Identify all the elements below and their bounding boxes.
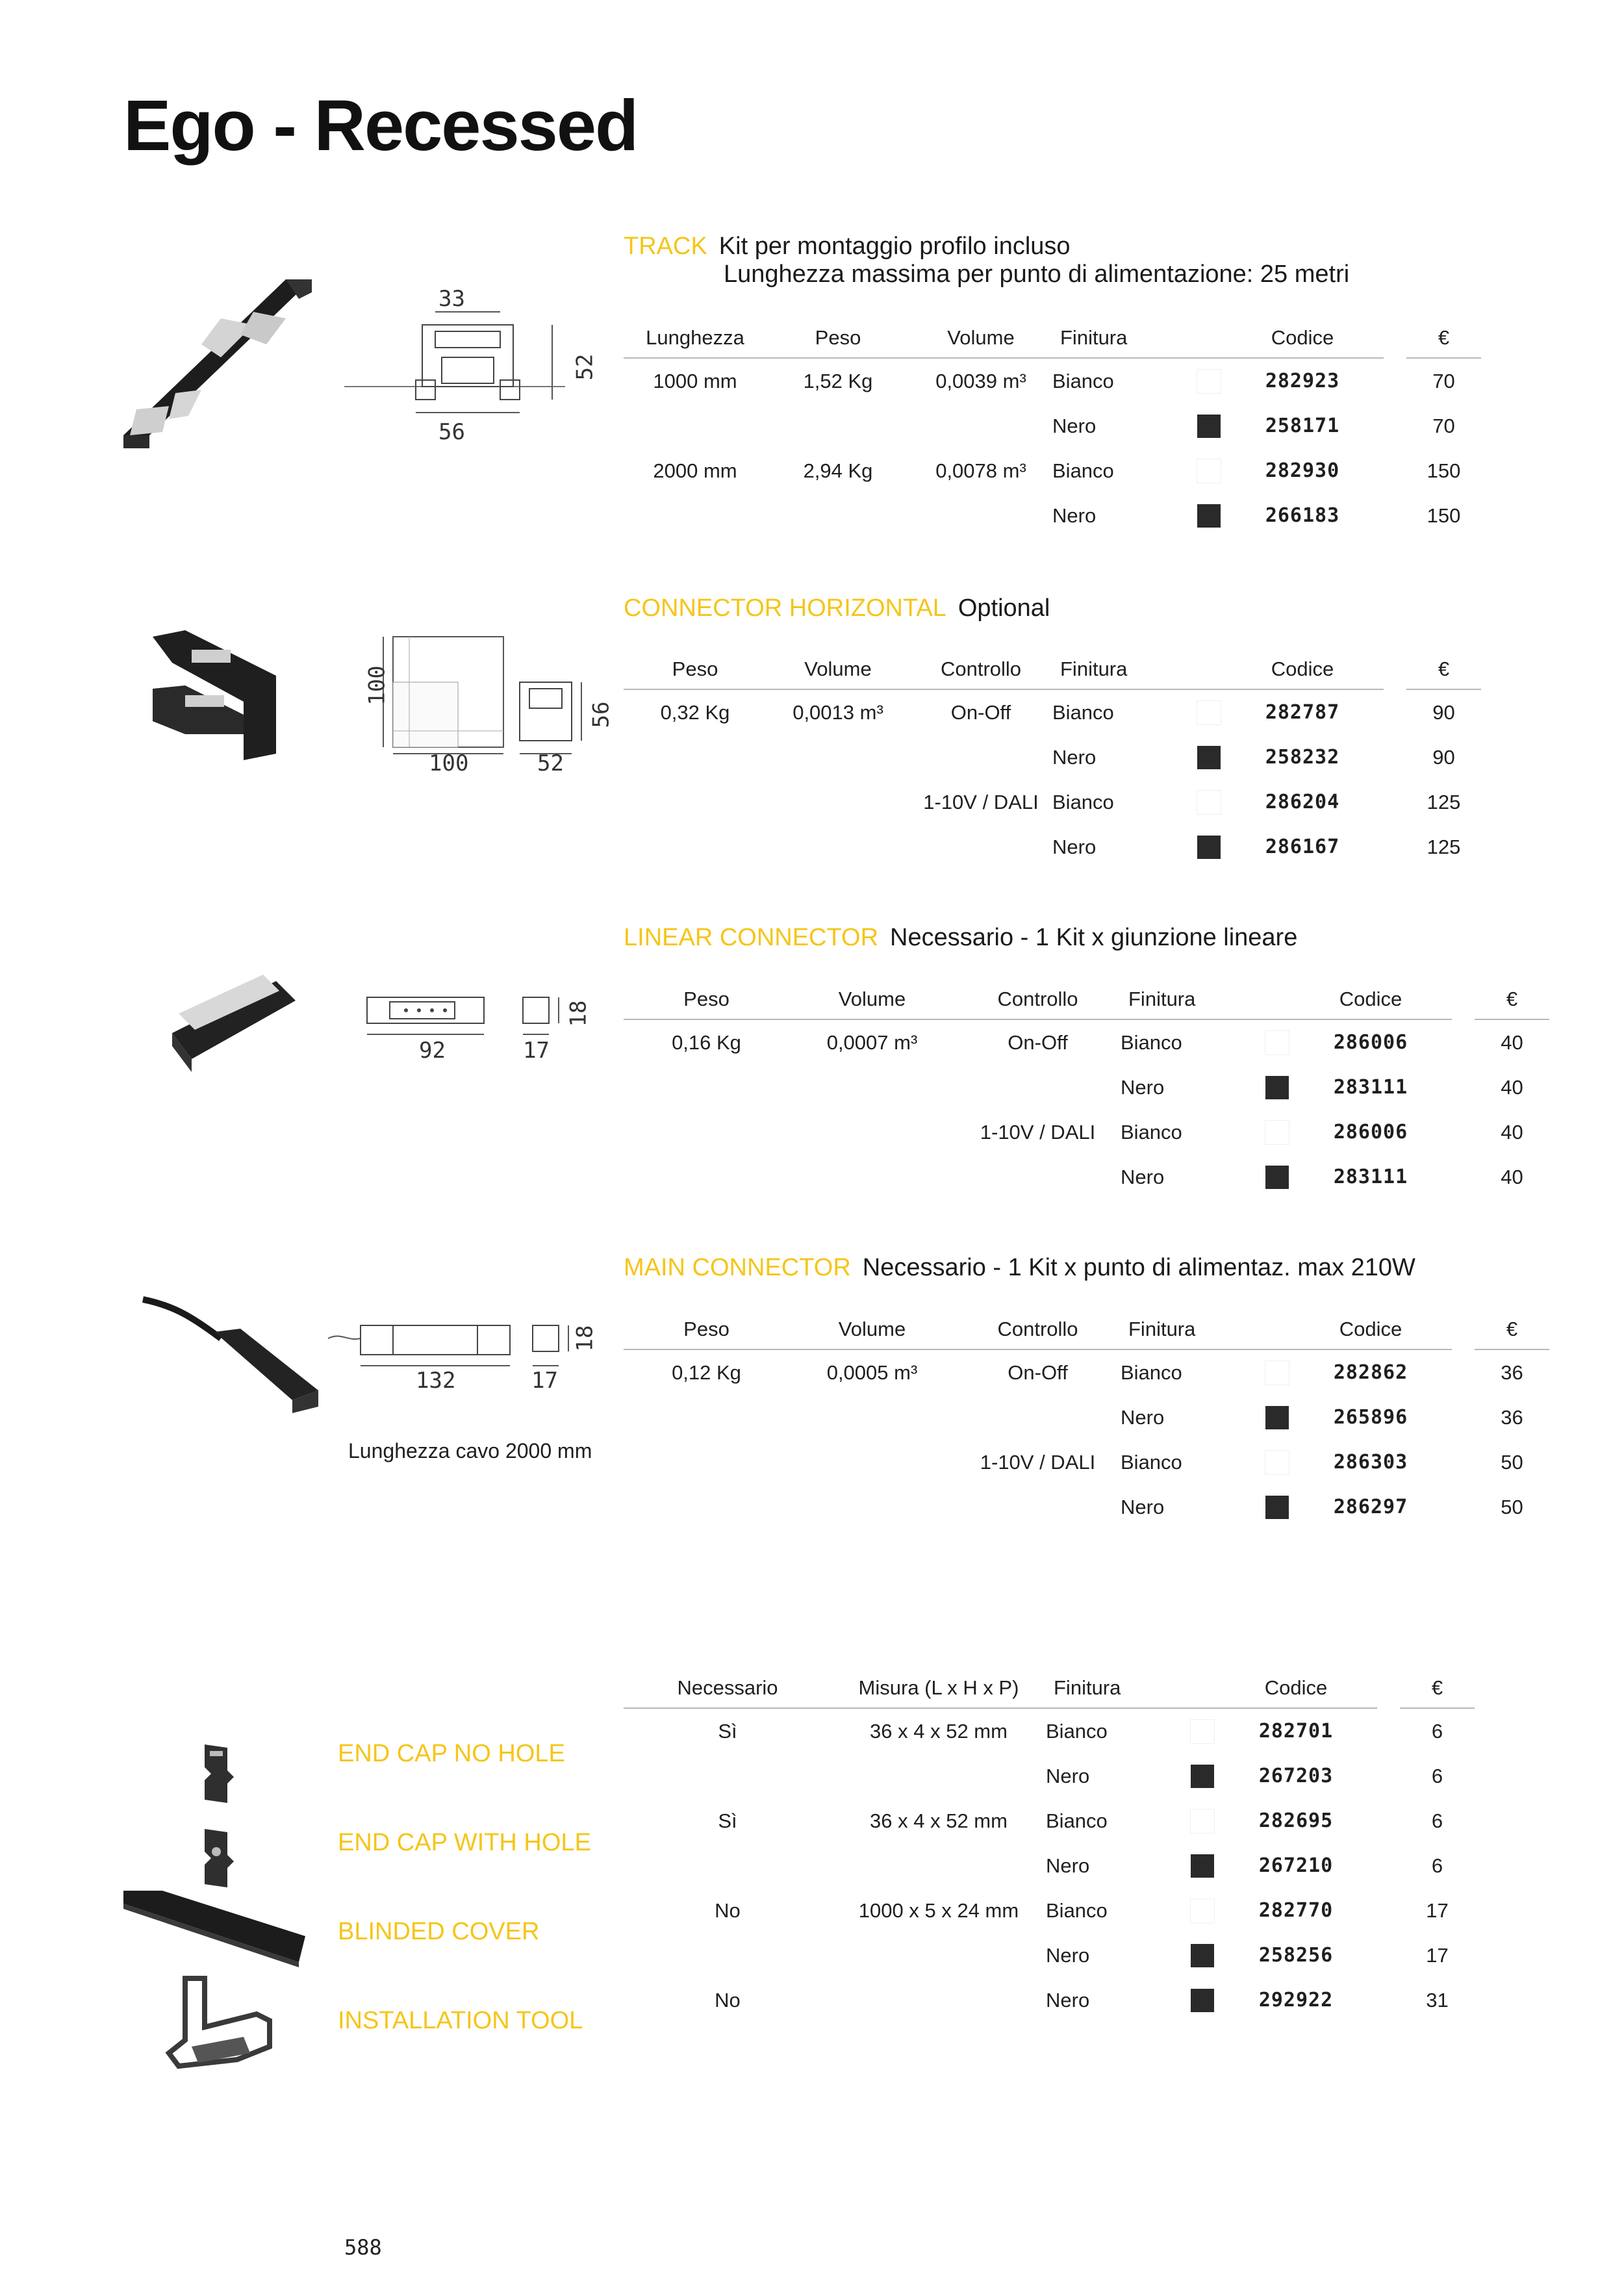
linear-connector-volume [789,1110,955,1155]
main-connector-header-weight: Peso [624,1310,789,1349]
track-desc-line1: Kit per montaggio profilo incluso [718,233,1071,260]
main-connector-finish: Bianco [1121,1361,1182,1384]
track-table [624,318,1481,538]
track-dimension-drawing [338,286,611,448]
main-connector-header-price: € [1475,1310,1549,1349]
track-finish: Bianco [1052,459,1114,482]
main-connector-control: On-Off [1008,1361,1068,1384]
accessory-finish: Nero [1046,1854,1090,1877]
table-row [624,1110,1549,1155]
connector-h-finish: Bianco [1052,790,1114,813]
connector-h-dim-bottom2: 52 [537,750,564,776]
track-price: 70 [1432,369,1455,392]
linear-connector-code: 283111 [1333,1076,1408,1099]
main-connector-code: 282862 [1333,1361,1408,1384]
linear-connector-weight [624,1155,789,1199]
end-cap-with-hole-image [198,1826,237,1891]
connector-h-control [909,824,1052,869]
accessory-code: 267210 [1258,1854,1334,1877]
main-connector-dim-width: 17 [531,1368,558,1394]
linear-connector-control [955,1155,1121,1199]
accessory-finish: Bianco [1046,1898,1108,1922]
table-row [624,1395,1549,1440]
blinded-cover-label: BLINDED COVER [338,1918,540,1945]
main-connector-price: 50 [1501,1450,1523,1474]
track-dim-side: 52 [572,353,598,381]
linear-connector-product-image [166,962,309,1079]
main-connector-finish: Bianco [1121,1450,1182,1474]
finish-swatch-white [1190,1898,1215,1923]
linear-connector-header-price: € [1475,980,1549,1019]
track-header-weight: Peso [767,318,909,358]
connector-h-header-weight: Peso [624,650,767,689]
finish-swatch-white [1197,790,1221,815]
accessories-header-size: Misura (L x H x P) [831,1668,1046,1708]
connector-h-header-code: Codice [1221,650,1384,689]
main-connector-product-image [136,1293,318,1423]
connector-h-volume [767,735,909,780]
accessory-required [624,1933,831,1978]
page-title: Ego - Recessed [123,86,638,166]
track-finish: Nero [1052,504,1097,527]
accessory-price: 6 [1431,1854,1443,1877]
main-connector-price: 36 [1501,1405,1523,1429]
accessories-header-finish: Finitura [1046,1668,1190,1708]
accessory-size: 1000 x 5 x 24 mm [858,1898,1019,1922]
accessory-required: Sì [718,1719,737,1743]
track-weight [767,493,909,538]
track-dim-top: 33 [438,286,465,312]
accessory-price: 6 [1431,1719,1443,1743]
main-connector-weight: 0,12 Kg [672,1361,741,1384]
connector-h-dim-bottom1: 100 [429,750,469,776]
connector-h-header-control: Controllo [909,650,1052,689]
connector-h-weight: 0,32 Kg [660,700,730,724]
track-weight: 1,52 Kg [803,369,873,392]
track-volume: 0,0039 m³ [935,369,1026,392]
track-header-finish: Finitura [1052,318,1197,358]
connector-h-volume [767,780,909,824]
main-connector-volume [789,1485,955,1529]
connector-h-dim-side: 56 [588,701,615,728]
track-header-code: Codice [1221,318,1384,358]
finish-swatch-black [1191,1765,1214,1788]
accessory-price: 31 [1426,1988,1449,2012]
linear-connector-finish: Nero [1121,1165,1165,1188]
track-code: 258171 [1265,415,1340,437]
accessory-size [831,1754,1046,1798]
track-code: 282930 [1265,459,1340,482]
finish-swatch-white [1265,1361,1289,1385]
track-price: 70 [1432,414,1455,437]
connector-h-price: 125 [1427,835,1461,858]
connector-h-finish: Nero [1052,745,1097,769]
finish-swatch-white [1265,1450,1289,1475]
finish-swatch-black [1197,415,1221,438]
main-connector-finish: Nero [1121,1495,1165,1518]
connector-h-heading [624,594,1050,622]
accessory-size: 36 x 4 x 52 mm [870,1809,1008,1832]
main-connector-table [624,1310,1549,1529]
linear-connector-header-weight: Peso [624,980,789,1019]
linear-connector-volume [789,1065,955,1110]
finish-swatch-black [1197,746,1221,769]
table-row [624,735,1481,780]
main-connector-price: 50 [1501,1495,1523,1518]
track-price: 150 [1427,504,1461,527]
track-length [624,403,767,448]
accessory-required: No [715,1988,741,2012]
track-code: 282923 [1265,370,1340,392]
linear-connector-header-volume: Volume [789,980,955,1019]
linear-connector-price: 40 [1501,1030,1523,1054]
connector-h-control: 1-10V / DALI [923,790,1039,813]
accessory-price: 6 [1431,1809,1443,1832]
connector-h-finish: Bianco [1052,700,1114,724]
linear-connector-finish: Bianco [1121,1120,1182,1143]
accessory-price: 17 [1426,1943,1449,1967]
linear-connector-dimension-drawing [361,988,594,1066]
track-finish: Nero [1052,414,1097,437]
main-connector-category: MAIN CONNECTOR [624,1254,851,1281]
linear-connector-table [624,980,1549,1199]
accessory-required: No [715,1898,741,1922]
accessory-code: 282695 [1258,1809,1334,1832]
linear-connector-header-finish: Finitura [1121,980,1265,1019]
linear-connector-volume [789,1155,955,1199]
table-row [624,1155,1549,1199]
track-code: 266183 [1265,504,1340,527]
track-header-price: € [1406,318,1481,358]
table-row [624,1933,1475,1978]
finish-swatch-black [1265,1406,1289,1429]
accessory-price: 6 [1431,1764,1443,1787]
finish-swatch-black [1197,836,1221,859]
linear-connector-price: 40 [1501,1075,1523,1099]
table-row [624,1065,1549,1110]
connector-h-price: 90 [1432,700,1455,724]
connector-h-code: 286204 [1265,791,1340,813]
finish-swatch-black [1265,1166,1289,1189]
connector-h-code: 258232 [1265,746,1340,769]
connector-h-finish: Nero [1052,835,1097,858]
track-finish: Bianco [1052,369,1114,392]
finish-swatch-white [1197,700,1221,725]
main-connector-header-code: Codice [1289,1310,1452,1349]
main-connector-heading [624,1254,1415,1282]
main-connector-weight [624,1485,789,1529]
linear-connector-dim-width: 17 [523,1038,550,1064]
end-cap-no-hole-label: END CAP NO HOLE [338,1740,565,1767]
finish-swatch-white [1197,369,1221,394]
accessories-header-price: € [1400,1668,1475,1708]
main-connector-code: 265896 [1333,1406,1408,1429]
connector-h-header-finish: Finitura [1052,650,1197,689]
table-row [624,1888,1475,1933]
table-row [624,1754,1475,1798]
table-row [624,1708,1475,1754]
main-connector-control [955,1395,1121,1440]
accessory-code: 282701 [1258,1720,1334,1743]
linear-connector-price: 40 [1501,1120,1523,1143]
blinded-cover-image [123,1891,305,1969]
connector-h-header-price: € [1406,650,1481,689]
finish-swatch-black [1197,504,1221,528]
table-row [624,403,1481,448]
linear-connector-control [955,1065,1121,1110]
track-volume [909,493,1052,538]
linear-connector-control: 1-10V / DALI [980,1120,1096,1143]
accessory-finish: Nero [1046,1988,1090,2012]
finish-swatch-white [1190,1809,1215,1833]
end-cap-no-hole-image [198,1741,237,1806]
table-row [624,780,1481,824]
accessory-code: 267203 [1258,1765,1334,1787]
connector-h-price: 90 [1432,745,1455,769]
track-volume: 0,0078 m³ [935,459,1026,482]
connector-h-code: 282787 [1265,701,1340,724]
accessories-table [624,1668,1475,2023]
track-header-length: Lunghezza [624,318,767,358]
connector-h-header-volume: Volume [767,650,909,689]
main-connector-header-volume: Volume [789,1310,955,1349]
linear-connector-code: 286006 [1333,1121,1408,1143]
table-row [624,1843,1475,1888]
accessory-size [831,1843,1046,1888]
connector-h-desc: Optional [958,594,1050,622]
main-connector-price: 36 [1501,1361,1523,1384]
connector-h-control: On-Off [950,700,1011,724]
main-connector-header-finish: Finitura [1121,1310,1265,1349]
finish-swatch-white [1265,1120,1289,1145]
table-row [624,1798,1475,1843]
connector-h-dim-left: 100 [364,665,390,706]
linear-connector-header-control: Controllo [955,980,1121,1019]
linear-connector-heading [624,924,1297,952]
installation-tool-label: INSTALLATION TOOL [338,2007,583,2034]
finish-swatch-black [1265,1076,1289,1099]
main-connector-dim-length: 132 [416,1368,456,1394]
finish-swatch-black [1191,1854,1214,1878]
end-cap-with-hole-label: END CAP WITH HOLE [338,1829,591,1856]
table-row [624,448,1481,493]
connector-h-weight [624,735,767,780]
main-connector-volume: 0,0005 m³ [826,1361,918,1384]
track-length: 2000 mm [653,459,737,482]
connector-h-volume [767,824,909,869]
accessory-required [624,1843,831,1888]
finish-swatch-black [1191,1989,1214,2012]
main-connector-code: 286297 [1333,1496,1408,1518]
track-desc-line2: Lunghezza massima per punto di alimentazione: 25 metri [724,261,1350,288]
linear-connector-weight [624,1065,789,1110]
linear-connector-finish: Bianco [1121,1030,1182,1054]
finish-swatch-black [1265,1496,1289,1519]
page-number: 588 [344,2235,382,2260]
connector-h-price: 125 [1427,790,1461,813]
linear-connector-category: LINEAR CONNECTOR [624,924,879,951]
cable-length-note: Lunghezza cavo 2000 mm [348,1439,592,1463]
connector-h-weight [624,780,767,824]
table-row [624,689,1481,735]
accessory-code: 282770 [1258,1899,1334,1922]
accessory-code: 258256 [1258,1944,1334,1967]
track-weight: 2,94 Kg [803,459,873,482]
linear-connector-weight [624,1110,789,1155]
linear-connector-header-code: Codice [1289,980,1452,1019]
accessory-finish: Bianco [1046,1719,1108,1743]
track-product-image [123,273,312,481]
main-connector-volume [789,1440,955,1485]
main-connector-header-control: Controllo [955,1310,1121,1349]
accessories-header-code: Codice [1215,1668,1377,1708]
accessory-required [624,1754,831,1798]
track-dim-bottom: 56 [438,419,465,445]
track-length: 1000 mm [653,369,737,392]
connector-h-product-image [146,624,309,767]
linear-connector-weight: 0,16 Kg [672,1030,741,1054]
track-weight [767,403,909,448]
main-connector-finish: Nero [1121,1405,1165,1429]
connector-h-table [624,650,1481,869]
finish-swatch-black [1191,1944,1214,1967]
table-row [624,1019,1549,1065]
accessory-finish: Nero [1046,1943,1090,1967]
connector-h-dimension-drawing [364,624,624,773]
accessory-code: 292922 [1258,1989,1334,2012]
finish-swatch-white [1190,1719,1215,1744]
table-row [624,824,1481,869]
linear-connector-control: On-Off [1008,1030,1068,1054]
table-row [624,493,1481,538]
main-connector-dim-height: 18 [572,1325,598,1352]
connector-h-weight [624,824,767,869]
linear-connector-dim-length: 92 [419,1038,446,1064]
accessories-header-required: Necessario [624,1668,831,1708]
linear-connector-dim-height: 18 [565,1000,592,1027]
accessory-size: 36 x 4 x 52 mm [870,1719,1008,1743]
table-row [624,1485,1549,1529]
track-price: 150 [1427,459,1461,482]
track-heading [624,233,1349,288]
accessory-finish: Bianco [1046,1809,1108,1832]
linear-connector-code: 286006 [1333,1031,1408,1054]
connector-h-category: CONNECTOR HORIZONTAL [624,594,946,622]
installation-tool-image [166,1975,276,2073]
track-volume [909,403,1052,448]
finish-swatch-white [1265,1030,1289,1055]
accessory-size [831,1978,1046,2023]
connector-h-code: 286167 [1265,836,1340,858]
main-connector-weight [624,1395,789,1440]
main-connector-desc: Necessario - 1 Kit x punto di alimentaz. max 210W [862,1254,1415,1281]
track-length [624,493,767,538]
linear-connector-code: 283111 [1333,1166,1408,1188]
linear-connector-desc: Necessario - 1 Kit x giunzione lineare [890,924,1298,951]
main-connector-dimension-drawing [322,1312,601,1390]
accessory-size [831,1933,1046,1978]
main-connector-code: 286303 [1333,1451,1408,1474]
main-connector-weight [624,1440,789,1485]
track-category: TRACK [624,233,707,260]
main-connector-control: 1-10V / DALI [980,1450,1096,1474]
accessory-price: 17 [1426,1898,1449,1922]
linear-connector-price: 40 [1501,1165,1523,1188]
table-row [624,358,1481,403]
finish-swatch-white [1197,459,1221,483]
accessory-required: Sì [718,1809,737,1832]
track-header-volume: Volume [909,318,1052,358]
table-row [624,1349,1549,1395]
main-connector-control [955,1485,1121,1529]
connector-h-control [909,735,1052,780]
linear-connector-volume: 0,0007 m³ [826,1030,918,1054]
connector-h-volume: 0,0013 m³ [793,700,883,724]
table-row [624,1978,1475,2023]
table-row [624,1440,1549,1485]
main-connector-volume [789,1395,955,1440]
accessory-finish: Nero [1046,1764,1090,1787]
linear-connector-finish: Nero [1121,1075,1165,1099]
